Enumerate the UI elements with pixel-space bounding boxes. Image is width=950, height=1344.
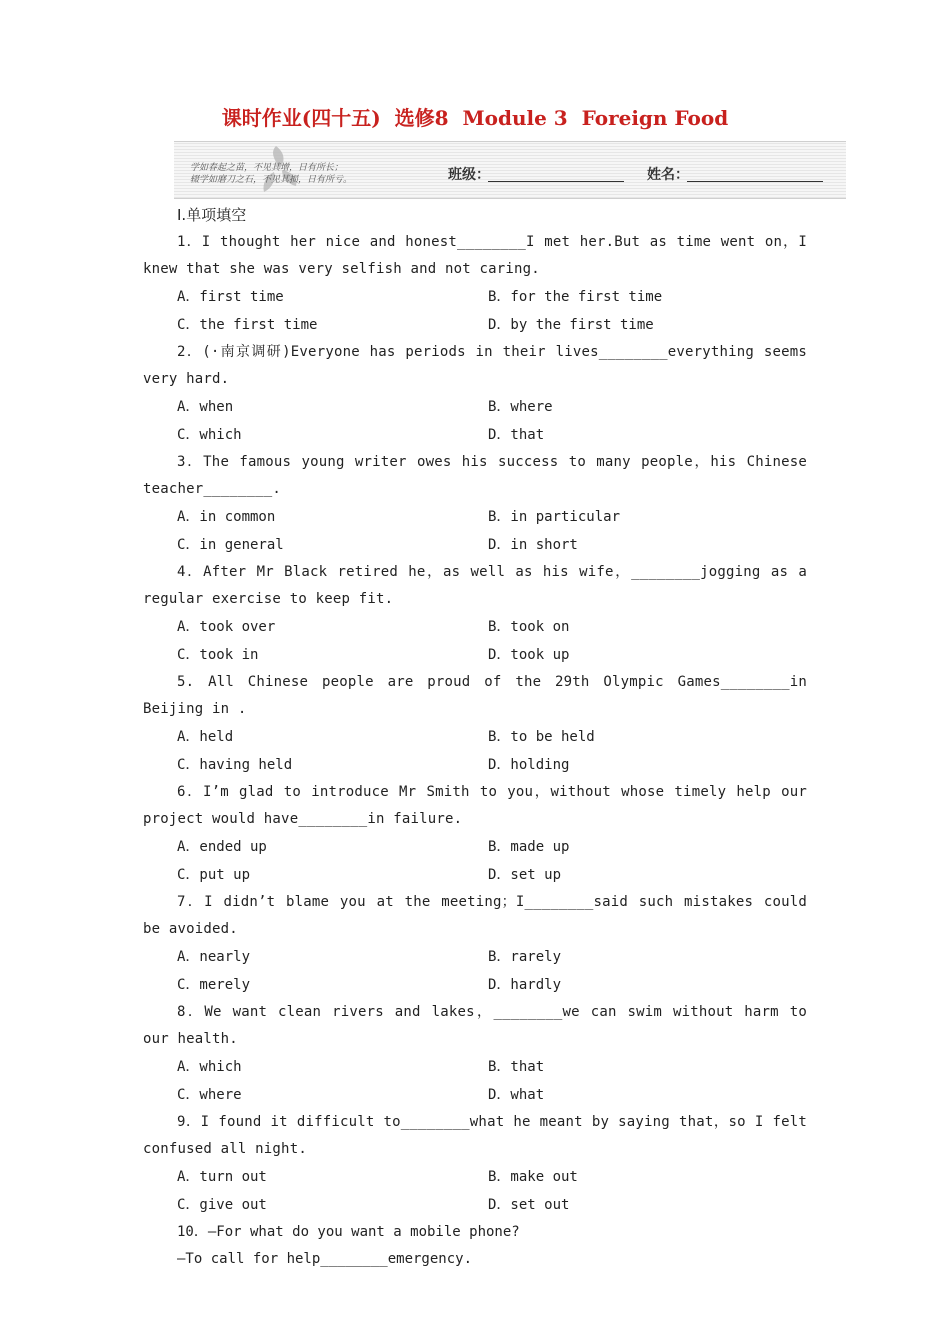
page-title: 课时作业(四十五) 选修8 Module 3 Foreign Food bbox=[221, 106, 729, 130]
question-item bbox=[143, 889, 807, 999]
question-item bbox=[143, 669, 807, 779]
question-stem: 9．I found it difficult to________what he meant by saying that，so I felt confused all night. bbox=[143, 1114, 807, 1157]
answer-option[interactable]: A．took over bbox=[177, 619, 276, 635]
question-item bbox=[143, 339, 807, 449]
answer-option[interactable]: B．make out bbox=[488, 1169, 578, 1185]
answer-option[interactable]: D．that bbox=[488, 427, 545, 443]
option-row bbox=[143, 861, 807, 889]
answer-option[interactable]: A．when bbox=[177, 399, 234, 415]
answer-option[interactable]: C．give out bbox=[177, 1197, 267, 1213]
answer-option[interactable]: A．which bbox=[177, 1059, 242, 1075]
answer-option[interactable]: A．turn out bbox=[177, 1169, 267, 1185]
question-10-line-1: 10．—For what do you want a mobile phone? bbox=[177, 1224, 520, 1240]
answer-option[interactable]: B．in particular bbox=[488, 509, 621, 525]
answer-option[interactable]: D．hardly bbox=[488, 977, 562, 993]
option-row bbox=[143, 751, 807, 779]
answer-option[interactable]: B．for the first time bbox=[488, 289, 663, 305]
option-row bbox=[143, 1191, 807, 1219]
answer-option[interactable]: D．set up bbox=[488, 867, 562, 883]
question-stem: 8．We want clean rivers and lakes，________we can swim without harm to our health. bbox=[143, 1004, 807, 1047]
option-row bbox=[143, 971, 807, 999]
question-item bbox=[143, 229, 807, 339]
answer-option[interactable]: C．the first time bbox=[177, 317, 318, 333]
question-stem: 5. All Chinese people are proud of the 29th Olympic Games________in Beijing in . bbox=[143, 674, 807, 717]
question-stem: 6．I’m glad to introduce Mr Smith to you，without whose timely help our project would have________in failure. bbox=[143, 784, 807, 827]
answer-option[interactable]: C．in general bbox=[177, 537, 284, 553]
header-banner bbox=[174, 141, 846, 199]
class-label: 班级： bbox=[448, 167, 490, 183]
name-label: 姓名： bbox=[647, 167, 689, 183]
question-list bbox=[143, 229, 807, 1219]
question-item bbox=[143, 1109, 807, 1219]
option-row bbox=[143, 283, 807, 311]
option-row bbox=[143, 1053, 807, 1081]
answer-option[interactable]: B．to be held bbox=[488, 729, 595, 745]
answer-option[interactable]: B．where bbox=[488, 399, 553, 415]
answer-option[interactable]: A．first time bbox=[177, 289, 284, 305]
question-item bbox=[143, 559, 807, 669]
answer-option[interactable]: C．took in bbox=[177, 647, 259, 663]
answer-option[interactable]: C．put up bbox=[177, 867, 251, 883]
question-item bbox=[143, 999, 807, 1109]
answer-option[interactable]: D．took up bbox=[488, 647, 570, 663]
class-field[interactable] bbox=[488, 181, 624, 182]
answer-option[interactable]: B．made up bbox=[488, 839, 570, 855]
answer-option[interactable]: A．held bbox=[177, 729, 234, 745]
name-field[interactable] bbox=[687, 181, 823, 182]
question-stem: 2．(·南京调研)Everyone has periods in their lives________everything seems very hard. bbox=[143, 344, 807, 387]
answer-option[interactable]: A．nearly bbox=[177, 949, 251, 965]
motto-text bbox=[190, 162, 352, 186]
option-row bbox=[143, 531, 807, 559]
question-stem: 1．I thought her nice and honest________I met her.But as time went on，I knew that she was very selfish and not caring. bbox=[143, 234, 807, 277]
question-item bbox=[143, 449, 807, 559]
option-row bbox=[143, 723, 807, 751]
answer-option[interactable]: C．which bbox=[177, 427, 242, 443]
motto-line-1: 学如春起之苗，不见其增，日有所长； bbox=[190, 163, 344, 173]
answer-option[interactable]: C．having held bbox=[177, 757, 293, 773]
option-row bbox=[143, 641, 807, 669]
question-item bbox=[143, 779, 807, 889]
answer-option[interactable]: C．where bbox=[177, 1087, 242, 1103]
answer-option[interactable]: D．holding bbox=[488, 757, 570, 773]
option-row bbox=[143, 943, 807, 971]
question-10-line-2: —To call for help________emergency. bbox=[177, 1251, 473, 1267]
option-row bbox=[143, 393, 807, 421]
motto-line-2: 辍学如磨刀之石，不见其损，日有所亏。 bbox=[190, 175, 353, 185]
option-row bbox=[143, 311, 807, 339]
answer-option[interactable]: B．took on bbox=[488, 619, 570, 635]
option-row bbox=[143, 613, 807, 641]
question-stem: 4．After Mr Black retired he，as well as his wife，________jogging as a regular exercise to keep fit. bbox=[143, 564, 807, 607]
question-stem: 7．I didn’t blame you at the meeting；I________said such mistakes could be avoided. bbox=[143, 894, 807, 937]
answer-option[interactable]: A．ended up bbox=[177, 839, 267, 855]
answer-option[interactable]: C．merely bbox=[177, 977, 251, 993]
answer-option[interactable]: B．that bbox=[488, 1059, 545, 1075]
option-row bbox=[143, 1163, 807, 1191]
answer-option[interactable]: D．by the first time bbox=[488, 317, 654, 333]
answer-option[interactable]: D．in short bbox=[488, 537, 578, 553]
exercise-content bbox=[143, 202, 807, 1273]
option-row bbox=[143, 833, 807, 861]
answer-option[interactable]: D．set out bbox=[488, 1197, 570, 1213]
option-row bbox=[143, 421, 807, 449]
answer-option[interactable]: A．in common bbox=[177, 509, 276, 525]
question-stem: 3．The famous young writer owes his success to many people，his Chinese teacher________. bbox=[143, 454, 807, 497]
section-heading: Ⅰ.单项填空 bbox=[177, 206, 247, 224]
option-row bbox=[143, 1081, 807, 1109]
answer-option[interactable]: D．what bbox=[488, 1087, 545, 1103]
option-row bbox=[143, 503, 807, 531]
answer-option[interactable]: B．rarely bbox=[488, 949, 562, 965]
